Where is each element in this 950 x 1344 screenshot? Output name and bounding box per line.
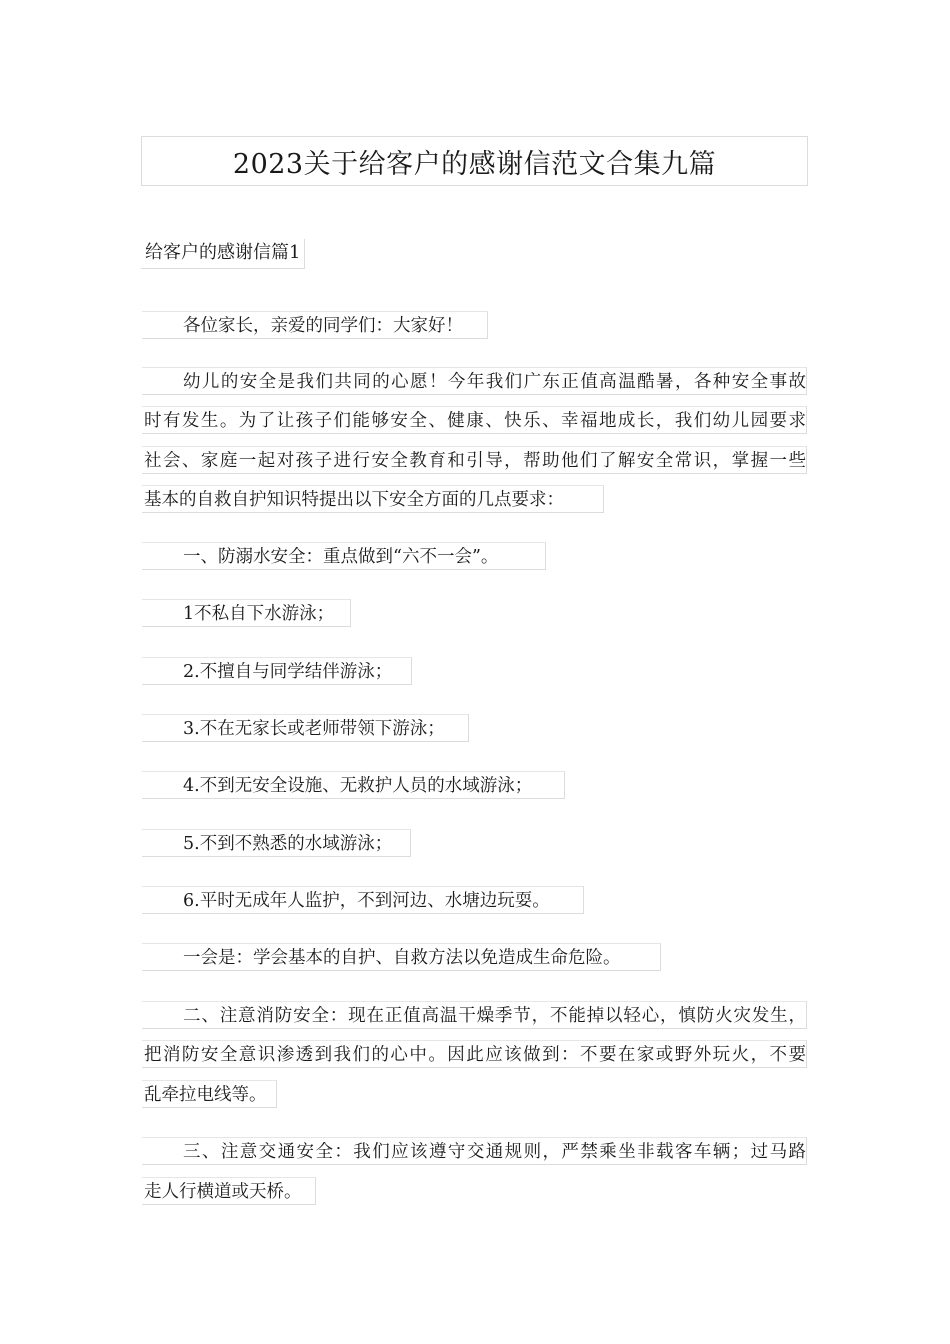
document-title: 2023关于给客户的感谢信范文合集九篇 [232, 148, 717, 180]
paragraph-1-line-2: 时有发生。为了让孩子们能够安全、健康、快乐、幸福地成长，我们幼儿园要求 [142, 406, 807, 434]
yihui-line: 一会是：学会基本的自护、自救方法以免造成生命危险。 [142, 943, 661, 971]
list-item: 2.不擅自与同学结伴游泳； [142, 657, 412, 685]
paragraph-3-line-2: 走人行横道或天桥。 [142, 1177, 316, 1205]
list-item: 4.不到无安全设施、无救护人员的水域游泳； [142, 771, 565, 799]
document-title-box [141, 136, 808, 186]
section-heading: 给客户的感谢信篇1 [141, 239, 305, 269]
paragraph-3-line-1: 三、注意交通安全：我们应该遵守交通规则，严禁乘坐非载客车辆；过马路 [142, 1137, 807, 1165]
list-item: 3.不在无家长或老师带领下游泳； [142, 714, 469, 742]
list-item: 5.不到不熟悉的水域游泳； [142, 829, 411, 857]
paragraph-1-line-1: 幼儿的安全是我们共同的心愿！今年我们广东正值高温酷暑，各种安全事故 [142, 367, 807, 395]
paragraph-2-line-1: 二、注意消防安全：现在正值高温干燥季节，不能掉以轻心，慎防火灾发生， [142, 1001, 807, 1029]
paragraph-1-line-3: 社会、家庭一起对孩子进行安全教育和引导，帮助他们了解安全常识，掌握一些 [142, 446, 807, 474]
drowning-safety-heading: 一、防溺水安全：重点做到“六不一会”。 [142, 542, 546, 570]
greeting-line: 各位家长，亲爱的同学们：大家好！ [142, 311, 488, 339]
paragraph-1-line-4: 基本的自救自护知识特提出以下安全方面的几点要求： [142, 485, 604, 513]
paragraph-2-line-2: 把消防安全意识渗透到我们的心中。因此应该做到：不要在家或野外玩火，不要 [142, 1040, 807, 1068]
list-item: 1不私自下水游泳； [142, 599, 351, 627]
list-item: 6.平时无成年人监护，不到河边、水塘边玩耍。 [142, 886, 584, 914]
paragraph-2-line-3: 乱牵拉电线等。 [142, 1080, 277, 1108]
